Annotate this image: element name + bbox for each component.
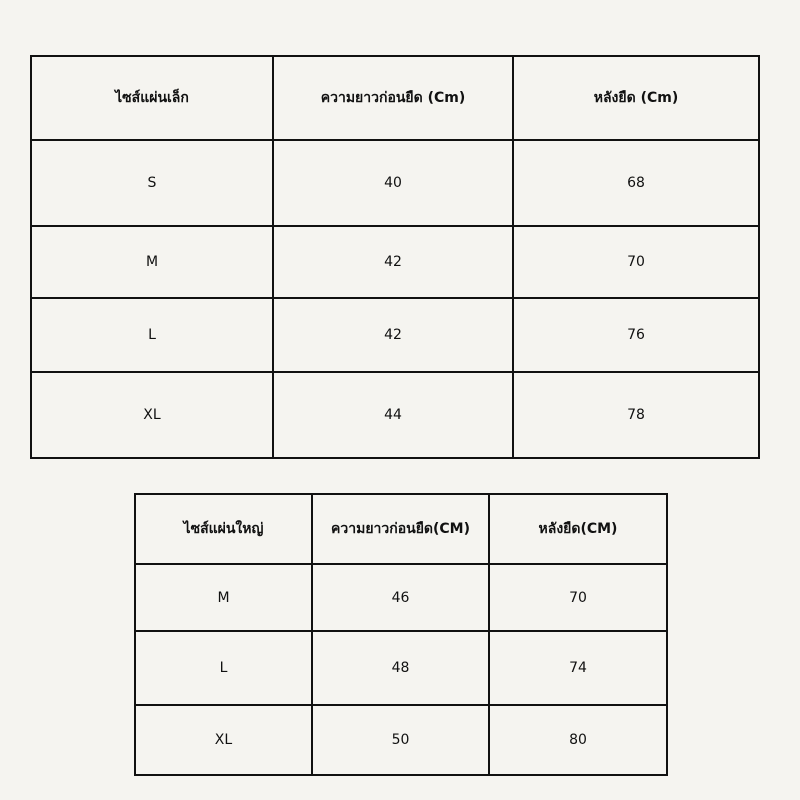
before-stretch-cell: 42 bbox=[273, 226, 513, 298]
header-length-after-stretch: หลังยืด (Cm) bbox=[513, 56, 759, 140]
header-size: ไซส์แผ่นเล็ก bbox=[31, 56, 273, 140]
after-stretch-cell: 70 bbox=[513, 226, 759, 298]
table-row bbox=[135, 705, 667, 775]
size-cell: XL bbox=[31, 372, 273, 458]
table-header-row bbox=[31, 56, 759, 140]
after-stretch-cell: 78 bbox=[513, 372, 759, 458]
table-row bbox=[31, 298, 759, 372]
after-stretch-cell: 74 bbox=[489, 631, 667, 705]
header-length-before-stretch: ความยาวก่อนยืด(CM) bbox=[312, 494, 489, 564]
before-stretch-cell: 48 bbox=[312, 631, 489, 705]
table-row bbox=[31, 226, 759, 298]
after-stretch-cell: 76 bbox=[513, 298, 759, 372]
header-size: ไซส์แผ่นใหญ่ bbox=[135, 494, 312, 564]
before-stretch-cell: 40 bbox=[273, 140, 513, 226]
large-size-table bbox=[134, 493, 668, 776]
before-stretch-cell: 50 bbox=[312, 705, 489, 775]
table-header-row bbox=[135, 494, 667, 564]
size-cell: M bbox=[31, 226, 273, 298]
table-row bbox=[135, 564, 667, 631]
size-cell: XL bbox=[135, 705, 312, 775]
after-stretch-cell: 70 bbox=[489, 564, 667, 631]
header-length-before-stretch: ความยาวก่อนยืด (Cm) bbox=[273, 56, 513, 140]
size-cell: L bbox=[31, 298, 273, 372]
small-size-table bbox=[30, 55, 760, 459]
table-row bbox=[31, 372, 759, 458]
table-row bbox=[31, 140, 759, 226]
size-cell: S bbox=[31, 140, 273, 226]
before-stretch-cell: 44 bbox=[273, 372, 513, 458]
table-row bbox=[135, 631, 667, 705]
size-cell: M bbox=[135, 564, 312, 631]
before-stretch-cell: 46 bbox=[312, 564, 489, 631]
after-stretch-cell: 80 bbox=[489, 705, 667, 775]
after-stretch-cell: 68 bbox=[513, 140, 759, 226]
header-length-after-stretch: หลังยืด(CM) bbox=[489, 494, 667, 564]
size-cell: L bbox=[135, 631, 312, 705]
before-stretch-cell: 42 bbox=[273, 298, 513, 372]
